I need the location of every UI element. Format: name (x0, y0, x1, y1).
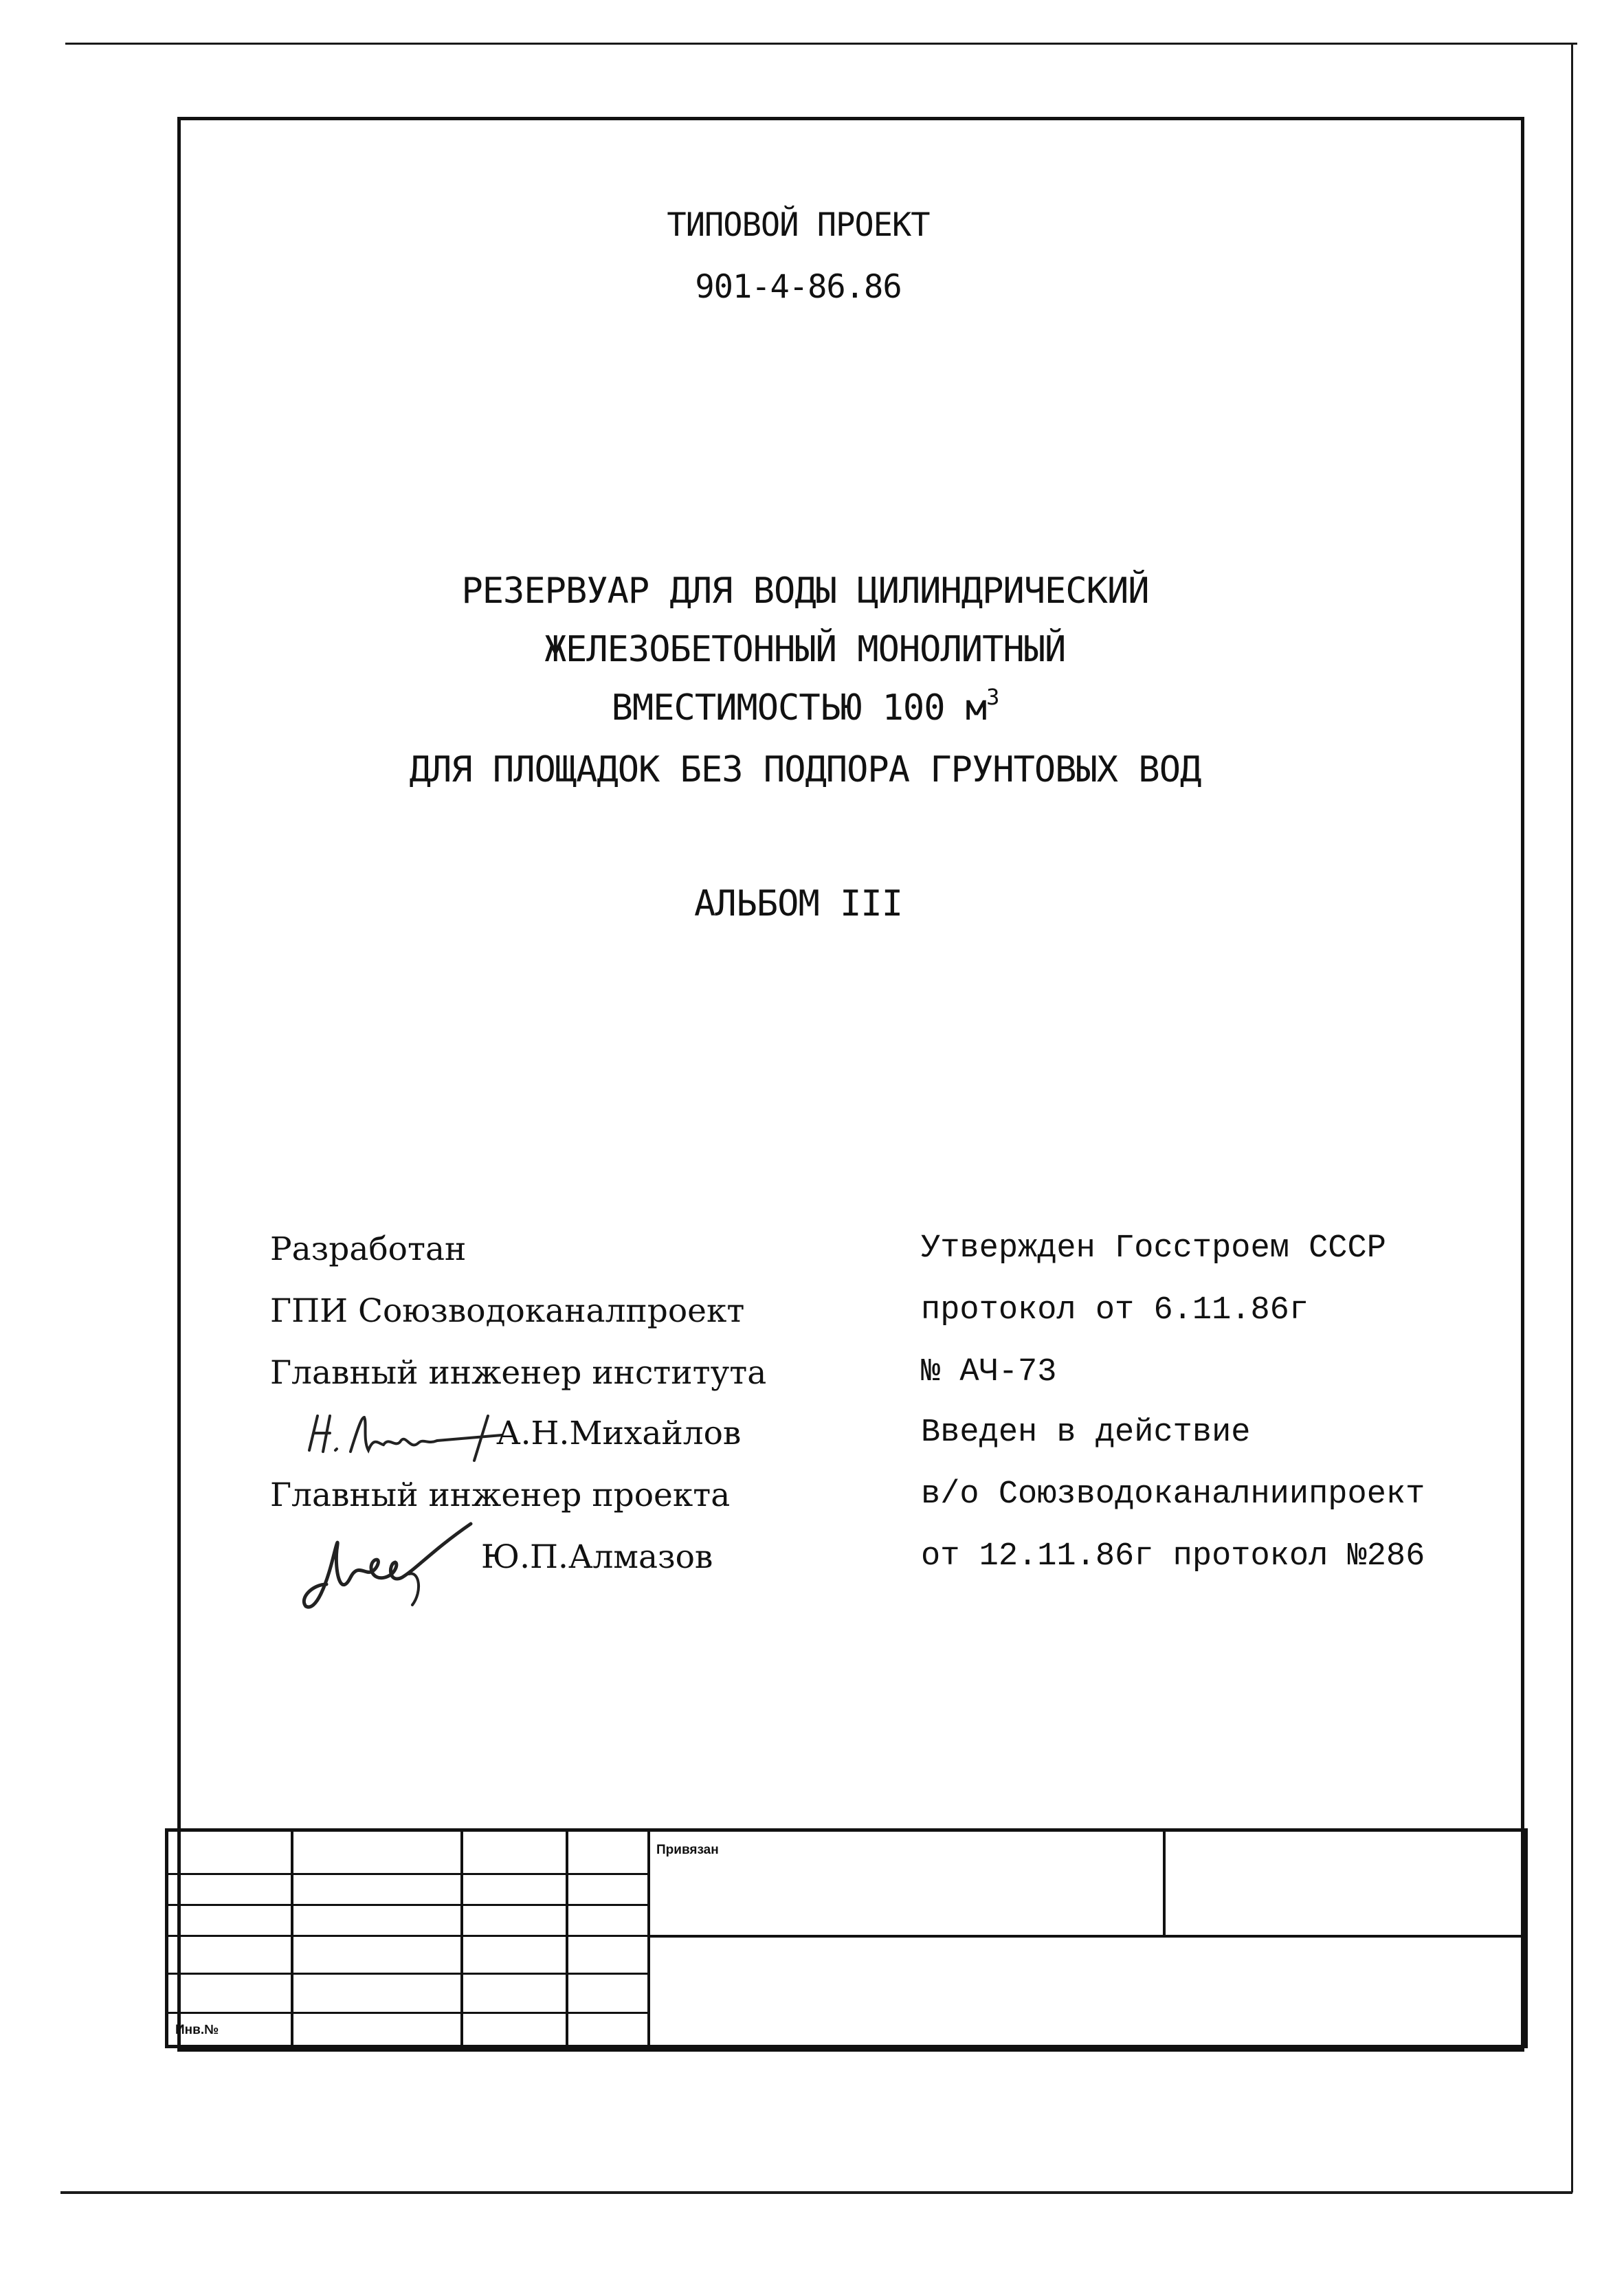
top-page-edge (65, 43, 1577, 45)
signature-mikhailov (302, 1402, 509, 1464)
right-page-edge (1571, 43, 1573, 2193)
approved-line-3: № АЧ-73 (921, 1354, 1057, 1390)
bottom-page-edge (60, 2191, 1572, 2194)
album-label: АЛЬБОМ III (693, 883, 903, 924)
chief-engineer-project-name: Ю.П.Алмазов (481, 1538, 713, 1576)
stamp-hline-right (647, 1935, 1527, 1938)
stamp-hline-3 (168, 1935, 649, 1937)
signature-almazov (285, 1509, 491, 1612)
chief-engineer-project-title: Главный инженер проекта (270, 1476, 731, 1514)
stamp-table (165, 1828, 1528, 2048)
stamp-vline-5 (1163, 1832, 1166, 1935)
developed-label: Разработан (270, 1230, 467, 1268)
approved-line-1: Утвержден Госстроем СССР (921, 1230, 1386, 1267)
title-line-3 (0, 684, 1617, 729)
stamp-hline-4 (168, 1973, 649, 1975)
stamp-hline-2 (168, 1904, 649, 1906)
series-label: ТИПОВОЙ ПРОЕКТ (667, 206, 930, 244)
drawing-frame (177, 117, 1524, 2052)
bound-label: Привязан (656, 1843, 719, 1857)
chief-engineer-institute-title: Главный инженер института (270, 1354, 767, 1392)
stamp-hline-1 (168, 1873, 649, 1875)
inventory-label: Инв.№ (175, 2023, 219, 2037)
title-line-1: РЕЗЕРВУАР ДЛЯ ВОДЫ ЦИЛИНДРИЧЕСКИЙ (461, 570, 1149, 612)
approved-line-4: Введен в действие (921, 1415, 1251, 1451)
approved-line-6: от 12.11.86г протокол №286 (921, 1538, 1425, 1575)
title-line-3-superscript: 3 (986, 684, 999, 710)
developer-organization: ГПИ Союзводоканалпроект (270, 1292, 745, 1330)
title-line-4: ДЛЯ ПЛОЩАДОК БЕЗ ПОДПОРА ГРУНТОВЫХ ВОД (409, 749, 1201, 790)
project-number: 901-4-86.86 (695, 268, 902, 306)
approved-line-5: в/о Союзводоканалниипроект (921, 1476, 1425, 1513)
chief-engineer-institute-name: А.Н.Михайлов (496, 1415, 742, 1452)
stamp-hline-5 (168, 2012, 649, 2014)
title-line-3-text: ВМЕСТИМОСТЬЮ 100 м (611, 687, 987, 729)
title-line-2: ЖЕЛЕЗОБЕТОННЫЙ МОНОЛИТНЫЙ (544, 629, 1066, 670)
approved-line-2: протокол от 6.11.86г (921, 1292, 1309, 1329)
